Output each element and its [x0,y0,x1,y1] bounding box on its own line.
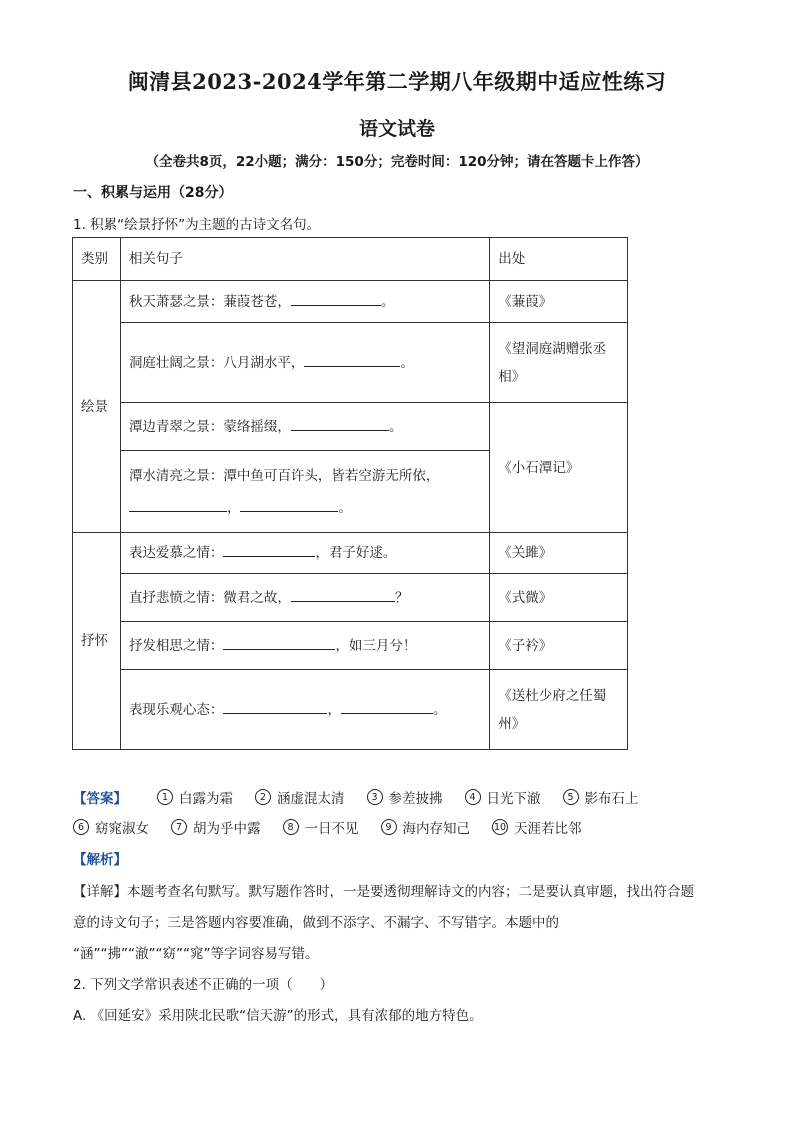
exam-title: 闽清县2023-2024学年第二学期八年级期中适应性练习 [127,69,667,94]
sentence-end: ，如三月兮！ [335,637,417,654]
question-2-prompt: 2. 下列文学常识表述不正确的一项（ ） [73,977,334,993]
sentence-sep: ， [327,701,341,718]
analysis-tag: 【解析】 [73,852,127,868]
header-category: 类别 [73,238,121,281]
detail-tag: 【详解】 [73,884,127,900]
answer-number: 10 [492,819,508,835]
exam-subtitle: 语文试卷 [358,118,435,140]
detail-line: “涵”“拂”“澈”“窈”“窕”等字词容易写错。 [73,946,319,962]
answer-number: 1 [157,789,173,805]
source-cell [490,670,628,750]
group-label-scenery: 绘景 [73,281,121,533]
analysis-detail [73,877,723,970]
answer-text: 胡为乎中露 [193,821,261,837]
question-2-option-a: A. 《回延安》采用陕北民歌“信天游”的形式，具有浓郁的地方特色。 [73,1008,483,1024]
detail-line: 意的诗文句子；三是答题内容要准确，做到不添字、不漏字、不写错字。本题中的 [73,915,559,931]
answer-blank [291,292,381,306]
sentence-end: 。 [380,293,395,310]
answer-number: 3 [367,789,383,805]
answer-block [73,786,753,808]
answer-item [157,787,233,807]
sentence-end: 。 [400,354,414,371]
sentence-cell [120,622,489,670]
answer-item [171,817,261,837]
sentence-blanks [129,492,481,524]
answer-blank [291,588,395,602]
answer-number: 5 [563,789,579,805]
section-heading: 一、积累与运用（28分） [73,185,233,201]
answer-number: 7 [171,819,187,835]
table-row [73,533,628,574]
answer-text: 海内存知己 [402,821,470,837]
source-line: 州》 [498,715,526,732]
answer-text: 参差披拂 [388,791,443,807]
answer-text: 天涯若比邻 [514,821,582,837]
sentence-cell [120,323,489,403]
detail-text: 本题考查名句默写。默写题作答时，一是要透彻理解诗文的内容；二是要认真审题，找出符合题 [127,884,694,900]
source-cell: 《式微》 [490,574,628,622]
sentence-text: 洞庭壮阔之景：八月湖水平， [128,354,305,371]
analysis-heading [73,848,127,868]
answer-blank [291,417,389,431]
answer-tag: 【答案】 [73,791,127,807]
sentence-text: 表达爱慕之情： [128,545,224,561]
answer-text: 影布石上 [584,791,639,807]
question-1-prompt: 1. 积累“绘景抒怀”为主题的古诗文名句。 [73,217,321,233]
sentence-cell [120,574,489,622]
source-cell: 《蒹葭》 [490,281,628,323]
source-line: 相》 [498,368,526,385]
answer-number: 9 [381,819,397,835]
answer-blank [223,700,327,714]
answer-item [367,787,443,807]
source-cell: 《关雎》 [490,533,628,574]
source-cell: 《子衿》 [490,622,628,670]
sentence-text: 潭水清亮之景：潭中鱼可百许头，皆若空游无所依， [128,467,440,484]
table-row [73,574,628,622]
answer-blank [304,353,400,367]
table-row [73,281,628,323]
answer-item [563,787,639,807]
source-cell: 《小石潭记》 [490,403,628,533]
source-line: 《望洞庭湖赠张丞 [498,340,607,357]
sentence-end: ，君子好逑。 [315,545,397,561]
table-row [73,323,628,403]
sentence-text: 抒发相思之情： [128,637,224,654]
sentence-text: 表现乐观心态： [128,701,224,718]
sentence-cell [120,451,489,533]
sentence-cell [120,403,489,451]
answer-text: 一日不见 [304,821,359,837]
exam-note: （全卷共8页，22小题；满分：150分；完卷时间：120分钟；请在答题卡上作答） [145,154,649,170]
answer-text: 涵虚混太清 [277,791,345,807]
answer-row-1 [73,786,753,808]
answer-number: 6 [73,819,89,835]
answer-number: 2 [255,789,271,805]
answer-blank [223,543,315,557]
sentence-sep: ， [226,499,241,516]
answer-blank [341,700,433,714]
detail-line [73,877,723,908]
answer-item [73,817,149,837]
sentence-text: 直抒悲愤之情：微君之故， [128,589,291,606]
table-row [73,622,628,670]
answer-item [492,817,582,837]
header-source: 出处 [490,238,628,281]
table-row [73,403,628,451]
answer-number: 4 [465,789,481,805]
answer-blank [223,636,335,650]
answer-text: 窈窕淑女 [95,821,149,837]
answer-blank [129,498,227,512]
table-header-row [73,238,628,281]
sentence-text: 秋天萧瑟之景：蒹葭苍苍， [128,293,291,310]
sentence-end: 。 [338,499,352,516]
answer-text: 白露为霜 [179,791,233,807]
poetry-table [72,237,628,750]
sentence-end: 。 [388,418,403,435]
sentence-end: ？ [394,589,409,606]
answer-item [465,787,541,807]
sentence-cell [120,533,489,574]
table-row [73,670,628,750]
answer-item [381,817,471,837]
answer-text: 日光下澈 [486,791,541,807]
answer-row-2 [73,816,604,838]
source-cell [490,323,628,403]
answer-blank [240,498,338,512]
answer-item [283,817,359,837]
sentence-cell [120,281,489,323]
sentence-end: 。 [432,701,447,718]
answer-item [255,787,345,807]
header-sentence: 相关句子 [120,238,489,281]
source-line: 《送杜少府之任蜀 [498,687,607,704]
sentence-cell [120,670,489,750]
answer-number: 8 [283,819,299,835]
group-label-emotion: 抒怀 [73,533,121,750]
sentence-text: 潭边青翠之景：蒙络摇缀， [128,418,291,435]
